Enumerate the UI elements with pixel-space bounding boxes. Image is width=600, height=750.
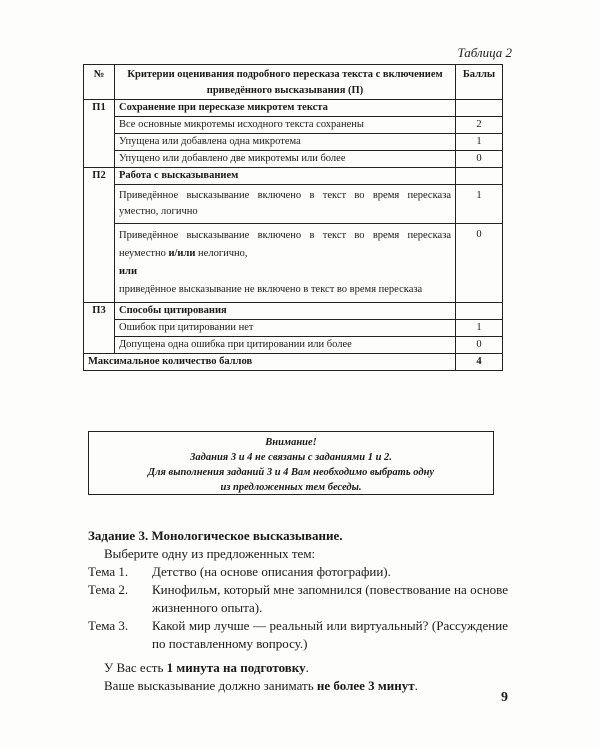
- answer-limit: [88, 677, 508, 695]
- section-code: П2: [84, 168, 115, 303]
- criterion-text: Упущена или добавлена одна микротема: [115, 134, 456, 151]
- criterion-text-multi: [115, 224, 456, 303]
- table-row: [84, 117, 503, 134]
- table-row: [84, 337, 503, 354]
- section-row-p1: [84, 100, 503, 117]
- notice-heading: Внимание!: [265, 437, 317, 448]
- criterion-text-a1: Приведённое высказывание включено в текст во время пересказа неуместно: [119, 230, 451, 259]
- criterion-text: Ошибок при цитировании нет: [115, 320, 456, 337]
- topic-label: Тема 2.: [88, 582, 129, 597]
- total-label: Максимальное количество баллов: [84, 354, 456, 371]
- table-header-row: [84, 65, 503, 100]
- criterion-score: 2: [456, 117, 503, 134]
- section-title: Работа с высказыванием: [115, 168, 456, 185]
- criterion-score: 1: [456, 185, 503, 224]
- notice-line: Для выполнения заданий 3 и 4 Вам необходимо выбрать одну: [147, 467, 435, 478]
- header-num: №: [84, 65, 115, 100]
- prep-text: У Вас есть: [104, 660, 167, 675]
- table-row: [84, 320, 503, 337]
- topic-text: Кинофильм, который мне запомнился (повествование на основе жизненного опыта).: [152, 582, 508, 615]
- header-criteria: Критерии оценивания подробного пересказа текста с включением приведённого высказывания (П): [115, 65, 456, 100]
- section-title: Сохранение при пересказе микротем текста: [115, 100, 456, 117]
- criterion-text: Упущено или добавлено две микротемы или более: [115, 151, 456, 168]
- topic-item: [88, 581, 508, 617]
- topic-item: [88, 563, 508, 581]
- notice-line: Задания 3 и 4 не связаны с заданиями 1 и 2.: [190, 452, 392, 463]
- table-row: [84, 185, 503, 224]
- limit-bold: не более 3 минут: [316, 678, 415, 693]
- topic-label: Тема 1.: [88, 564, 129, 579]
- table-row: [84, 134, 503, 151]
- criterion-text: Допущена одна ошибка при цитировании или более: [115, 337, 456, 354]
- limit-text: Ваше высказывание должно занимать: [104, 678, 317, 693]
- prep-end: .: [305, 660, 309, 675]
- criterion-score: 0: [456, 224, 503, 303]
- task-section: [88, 527, 508, 695]
- total-row: [84, 354, 503, 371]
- criterion-score: 0: [456, 337, 503, 354]
- criterion-text-or: или: [119, 266, 137, 277]
- criterion-text: Приведённое высказывание включено в текст во время пересказа уместно, логично: [115, 185, 456, 224]
- topic-item: [88, 617, 508, 653]
- criterion-text-b: приведённое высказывание не включено в текст во время пересказа: [119, 284, 423, 295]
- section-row-p2: [84, 168, 503, 185]
- section-code: П3: [84, 303, 115, 354]
- header-score: Баллы: [456, 65, 503, 100]
- table-caption: Таблица 2: [457, 45, 512, 60]
- topic-label: Тема 3.: [88, 618, 129, 633]
- prep-time: [88, 659, 508, 677]
- criterion-score: 1: [456, 320, 503, 337]
- notice-box: [88, 431, 494, 495]
- task-title: Задание 3. Монологическое высказывание.: [88, 528, 343, 543]
- criterion-score: 1: [456, 134, 503, 151]
- criterion-text: Все основные микротемы исходного текста сохранены: [115, 117, 456, 134]
- section-row-p3: [84, 303, 503, 320]
- criteria-table: [83, 64, 503, 371]
- criterion-text-a-bold: и/или: [168, 248, 196, 259]
- topic-text: Какой мир лучше — реальный или виртуальный? (Рассуждение по поставленному вопросу.): [152, 618, 508, 651]
- criterion-score: 0: [456, 151, 503, 168]
- table-row: [84, 151, 503, 168]
- task-intro: Выберите одну из предложенных тем:: [104, 546, 316, 561]
- section-title: Способы цитирования: [115, 303, 456, 320]
- notice-line: из предложенных тем беседы.: [220, 482, 362, 493]
- total-score: 4: [456, 354, 503, 371]
- limit-end: .: [414, 678, 418, 693]
- criterion-text-a2: нелогично,: [195, 248, 248, 259]
- topic-text: Детство (на основе описания фотографии).: [152, 564, 391, 579]
- prep-bold: 1 минута на подготовку: [166, 660, 306, 675]
- table-row: [84, 224, 503, 303]
- page-number: 9: [501, 690, 508, 705]
- section-code: П1: [84, 100, 115, 168]
